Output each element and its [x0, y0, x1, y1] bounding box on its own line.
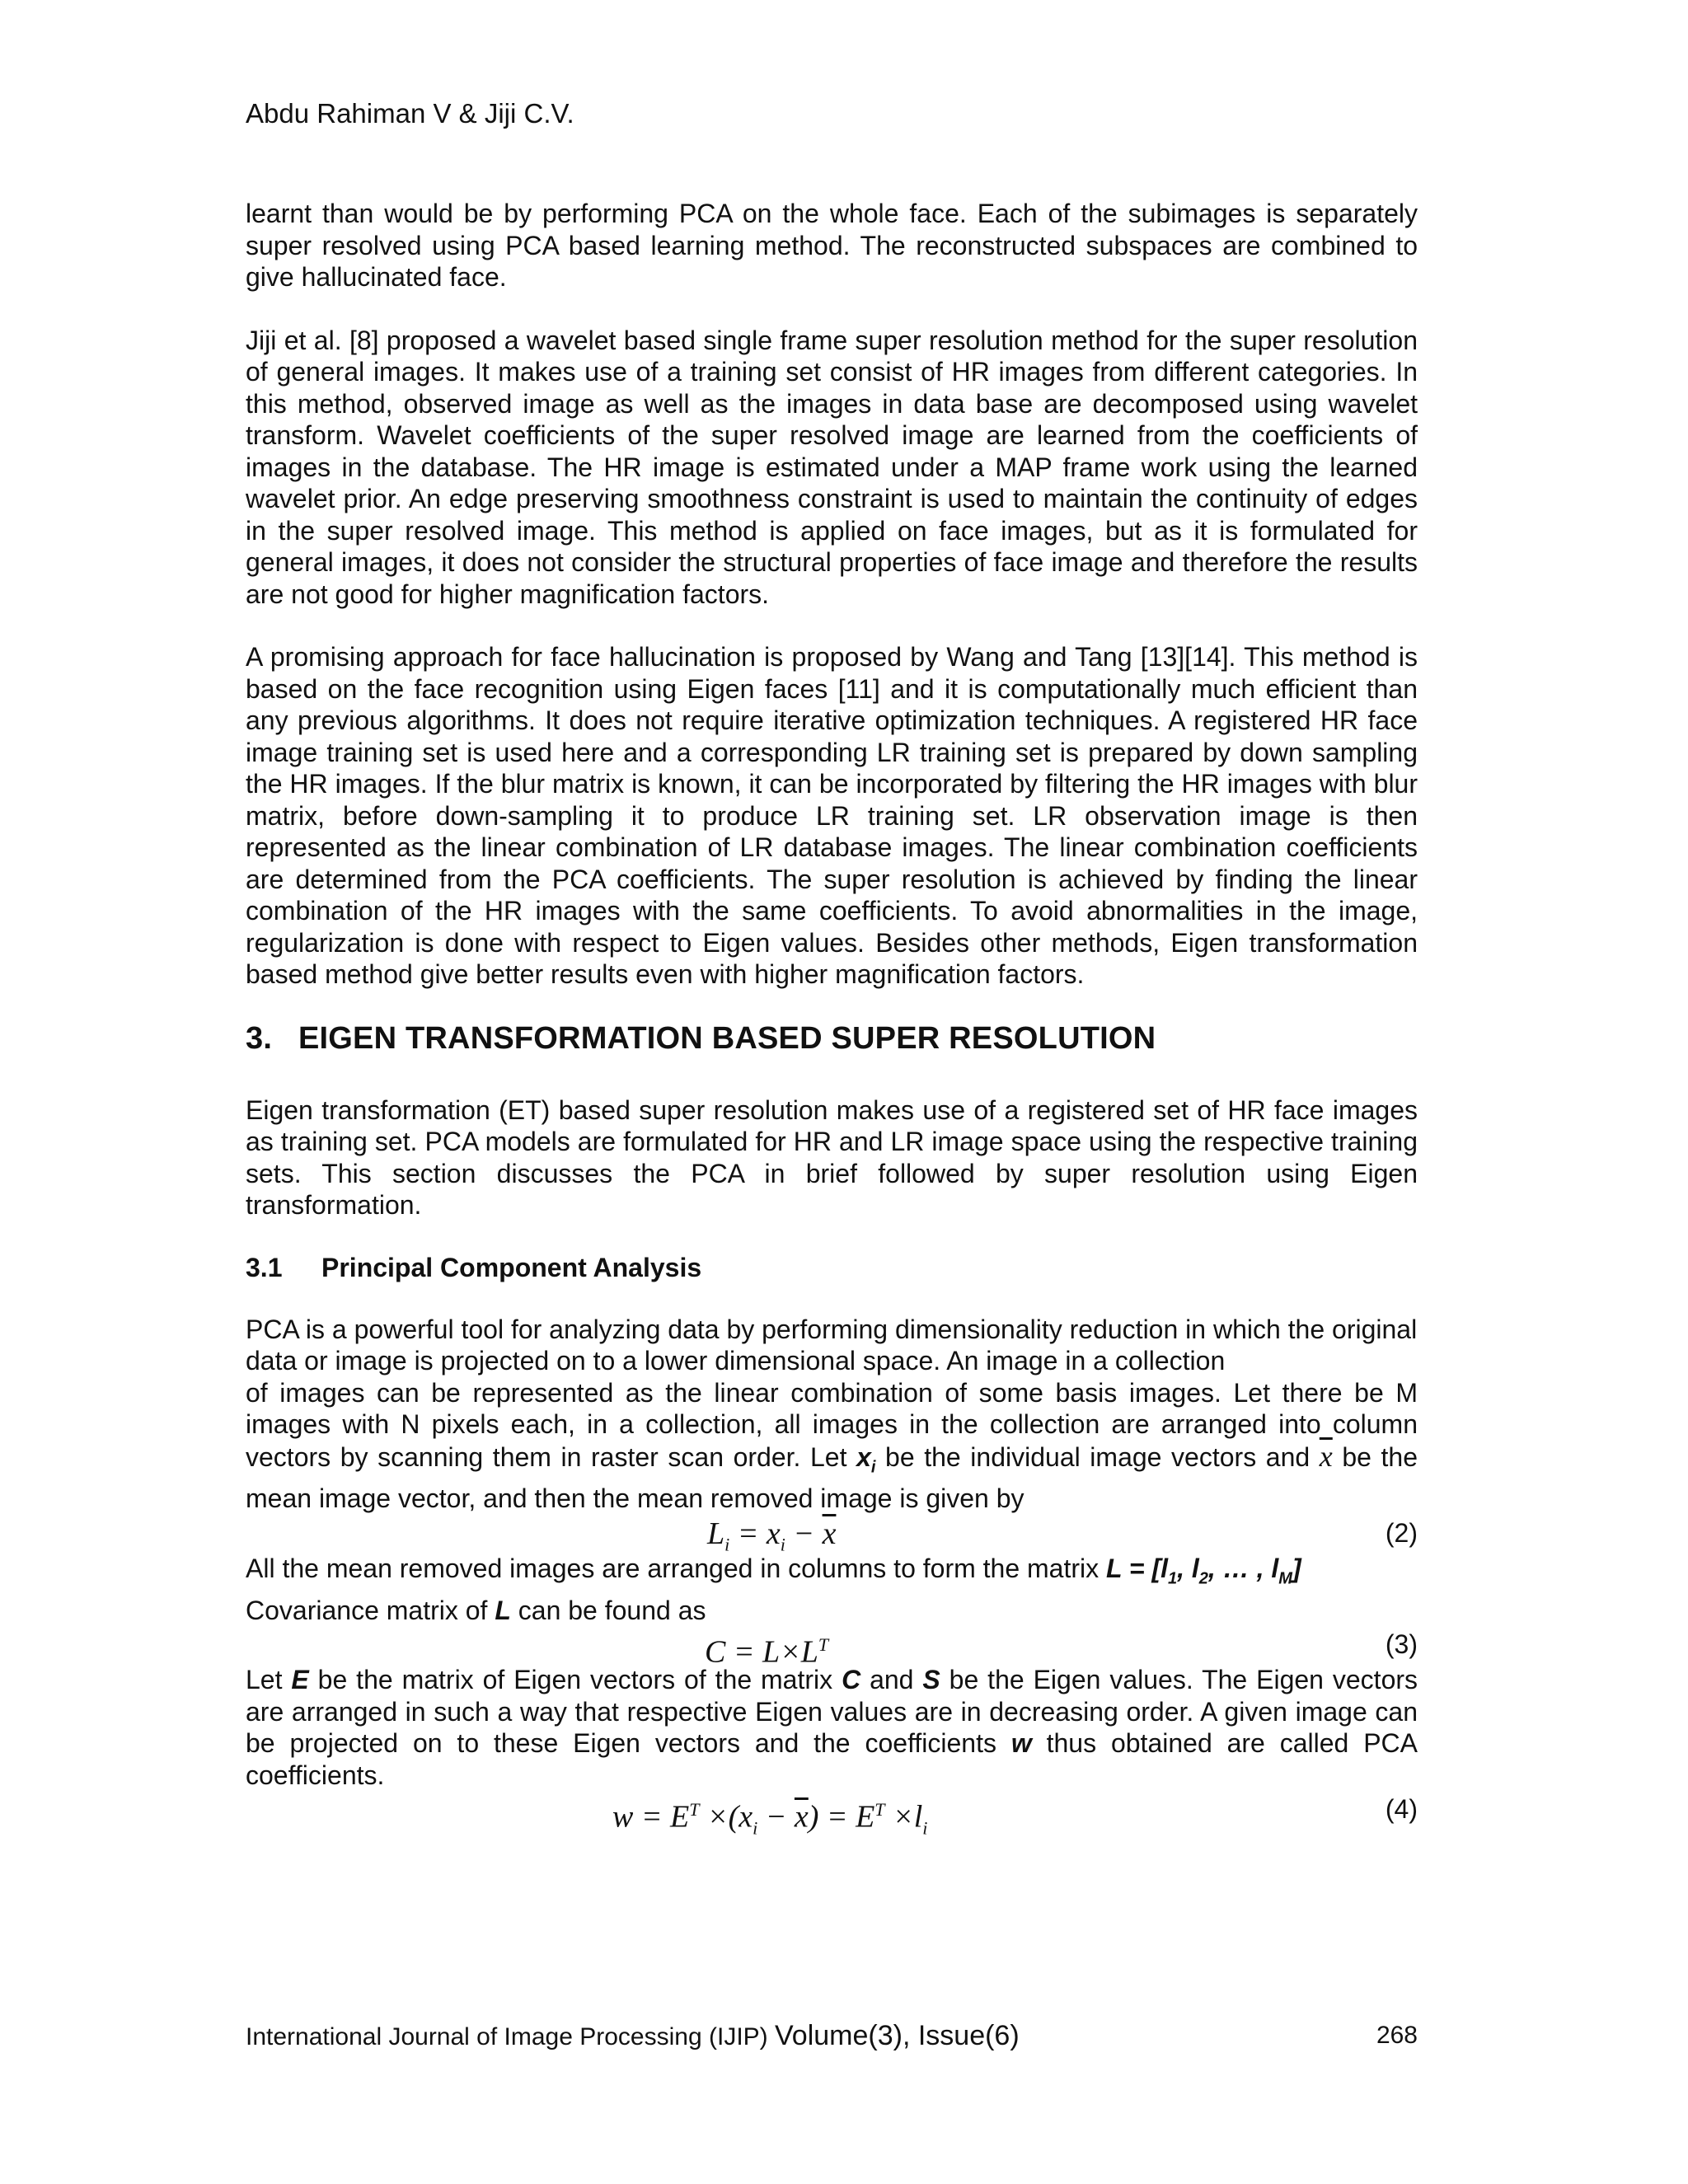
footer-page-number: 268: [1376, 2022, 1418, 2049]
equation-3-body: $C = L\times L^T$: [705, 1634, 829, 1670]
equation-4: [246, 1791, 1418, 1839]
equation-3-number: (3): [1385, 1629, 1418, 1660]
body-column: [246, 198, 1418, 1839]
equation-3: [246, 1626, 1418, 1670]
paragraph-3: A promising approach for face hallucination is proposed by Wang and Tang [13][14]. This method is based on the face recognition using Eigen faces [11] and it is computationally much efficient than any previous algorithms. It does not require iterative optimization techniques. A registered HR face image training set is used here and a corresponding LR training set is prepared by down sampling the HR images. If the blur matrix is known, it can be incorporated by filtering the HR images with blur matrix, before down-sampling it to produce LR training set. LR observation image is then represented as the linear combination of LR database images. The linear combination coefficients are determined from the PCA coefficients. The super resolution is achieved by finding the linear combination of the HR images with the same coefficients. To avoid abnormalities in the image, regularization is done with respect to Eigen values. Besides other methods, Eigen transformation based method give better results even with higher magnification factors.: [246, 642, 1418, 989]
subsection-number: 3.1: [246, 1252, 283, 1282]
footer-journal: International Journal of Image Processing (IJIP) Volume(3), Issue(6): [246, 2020, 1020, 2051]
section-heading: [246, 1019, 1418, 1058]
paragraph-5b: of images can be represented as the linear combination of some basis images. Let there be M images with N pixels each, in a collection, all images in the collection are arranged into column vectors by scanning them in raster scan order. Let $x_i$ be the individual image vectors and $\overline{x}$ be the mean image vector, and then the mean removed image is given by: [246, 1377, 1418, 1514]
equation-4-body: $w = E^T \times(x_i - \overline{x}) = E^T \times l_i$: [612, 1799, 928, 1839]
running-header-authors: Abdu Rahiman V & Jiji C.V.: [246, 98, 574, 129]
section-title: EIGEN TRANSFORMATION BASED SUPER RESOLUTION: [298, 1020, 1156, 1056]
paragraph-7: Let E be the matrix of Eigen vectors of the matrix C and S be the Eigen values. The Eigen vectors are arranged in such a way that respective Eigen values are in decreasing order. A given image can be projected on to these Eigen vectors and the coefficients w thus obtained are called PCA coefficients.: [246, 1665, 1418, 1790]
var-x-bar: $\overline{x}$: [1319, 1439, 1333, 1473]
equation-2-number: (2): [1385, 1517, 1418, 1548]
paragraph-1: learnt than would be by performing PCA on the whole face. Each of the subimages is separately super resolved using PCA based learning method. The reconstructed subspaces are combined to give hallucinated face.: [246, 199, 1418, 292]
var-x-i: $x_i$: [856, 1441, 876, 1476]
paragraph-6: All the mean removed images are arranged in columns to form the matrix $L = [l_1$, $l_2$, … , $l_M$]: [246, 1553, 1301, 1588]
paragraph-5a: PCA is a powerful tool for analyzing data by performing dimensionality reduction in which the original data or image is projected on to a lower dimensional space. An image in a collection: [246, 1314, 1418, 1376]
paragraph-2: Jiji et al. [8] proposed a wavelet based single frame super resolution method for the super resolution of general images. It makes use of a training set consist of HR images from different categories. In this method, observed image as well as the images in data base are decomposed using wavelet transform. Wavelet coefficients of the super resolved image are learned from the coefficients of images in the database. The HR image is estimated under a MAP frame work using the learned wavelet prior. An edge preserving smoothness constraint is used to maintain the continuity of edges in the super resolved image. This method is applied on face images, but as it is formulated for general images, it does not consider the structural properties of face image and therefore the results are not good for higher magnification factors.: [246, 325, 1418, 609]
paragraph-4: Eigen transformation (ET) based super resolution makes use of a registered set of HR face images as training set. PCA models are formulated for HR and LR image space using the respective training sets. This section discusses the PCA in brief followed by super resolution using Eigen transformation.: [246, 1094, 1418, 1220]
paragraph-6-line2: Covariance matrix of L can be found as: [246, 1595, 706, 1625]
equation-4-number: (4): [1385, 1794, 1418, 1825]
matrix-L-definition: $L = [l_1$, $l_2$, … , $l_M$]: [1106, 1553, 1301, 1588]
section-number: 3.: [246, 1020, 273, 1056]
page-footer: [246, 2019, 1418, 2054]
equation-2-body: $L_i = x_i - \overline{x}$: [707, 1516, 837, 1555]
equation-2: [246, 1515, 1418, 1553]
subsection-heading: [246, 1251, 1418, 1284]
subsection-title: Principal Component Analysis: [321, 1252, 702, 1282]
